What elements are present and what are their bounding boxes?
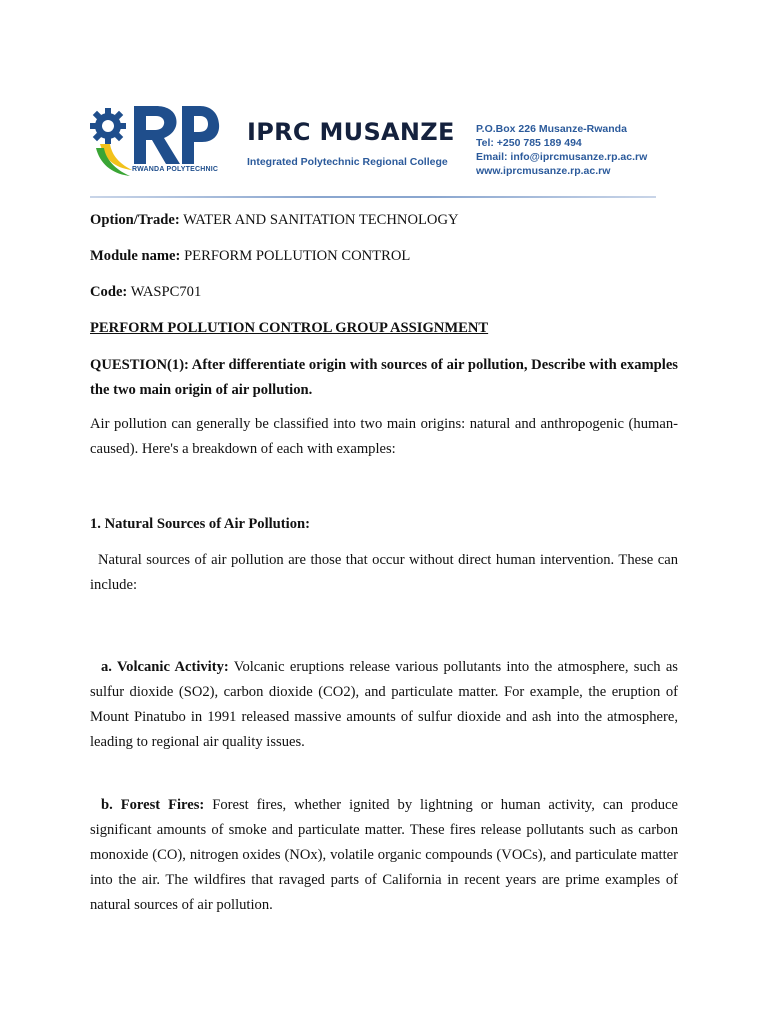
letterhead [90,96,660,186]
module-name-line [90,248,410,265]
header-divider [90,196,656,198]
college-name: IPRC MUSANZE [247,118,455,146]
code-line [90,284,201,301]
item-label: b. Forest Fires: [101,797,205,813]
po-box: P.O.Box 226 Musanze-Rwanda [476,123,627,135]
code-value: WASPC701 [130,284,202,300]
module-value: PERFORM POLLUTION CONTROL [184,248,411,264]
website-link[interactable]: www.iprcmusanze.rp.ac.rw [476,165,611,177]
contact-block [476,122,647,178]
option-label: Option/Trade: [90,212,180,228]
item-text: Volcanic eruptions release various pollutants into the atmosphere, such as sulfur dioxide (SO2), carbon dioxide (CO2), and particulate matter. For example, the eruption of Mount Pinatubo in 1991 released massive amounts of sulfur dioxide and ash into the atmosphere, leading to regional air quality issues. [90,659,678,750]
option-trade-line [90,212,459,229]
telephone: Tel: +250 785 189 494 [476,137,582,149]
college-subtitle: Integrated Polytechnic Regional College [247,156,448,168]
module-label: Module name: [90,248,181,264]
gear-icon [90,108,126,144]
logo-subtitle: RWANDA POLYTECHNIC [132,166,219,173]
question-text: QUESTION(1): After differentiate origin with sources of air pollution, Describe with examples the two main origin of air pollution. [90,357,678,398]
item-volcanic-activity [90,655,678,755]
item-forest-fires [90,793,678,918]
section1-intro: Natural sources of air pollution are those that occur without direct human intervention. These can include: [90,552,678,593]
email-link[interactable]: Email: info@iprcmusanze.rp.ac.rw [476,151,648,163]
option-value: WATER AND SANITATION TECHNOLOGY [183,212,459,228]
item-text: Forest fires, whether ignited by lightning or human activity, can produce significant amounts of smoke and particulate matter. These fires release pollutants such as carbon monoxide (CO), nitrogen oxides (NOx), volatile organic compounds (VOCs), and particulate matter into the air. The wildfires that ravaged parts of California in recent years are prime examples of natural sources of air pollution. [90,797,679,913]
intro-paragraph: Air pollution can generally be classified into two main origins: natural and anthropogenic (human-caused). Here's a breakdown of each with examples: [90,416,678,457]
section1-heading: 1. Natural Sources of Air Pollution: [90,516,310,532]
assignment-title: PERFORM POLLUTION CONTROL GROUP ASSIGNMENT [90,320,489,336]
item-label: a. Volcanic Activity: [101,659,229,675]
code-label: Code: [90,284,128,300]
